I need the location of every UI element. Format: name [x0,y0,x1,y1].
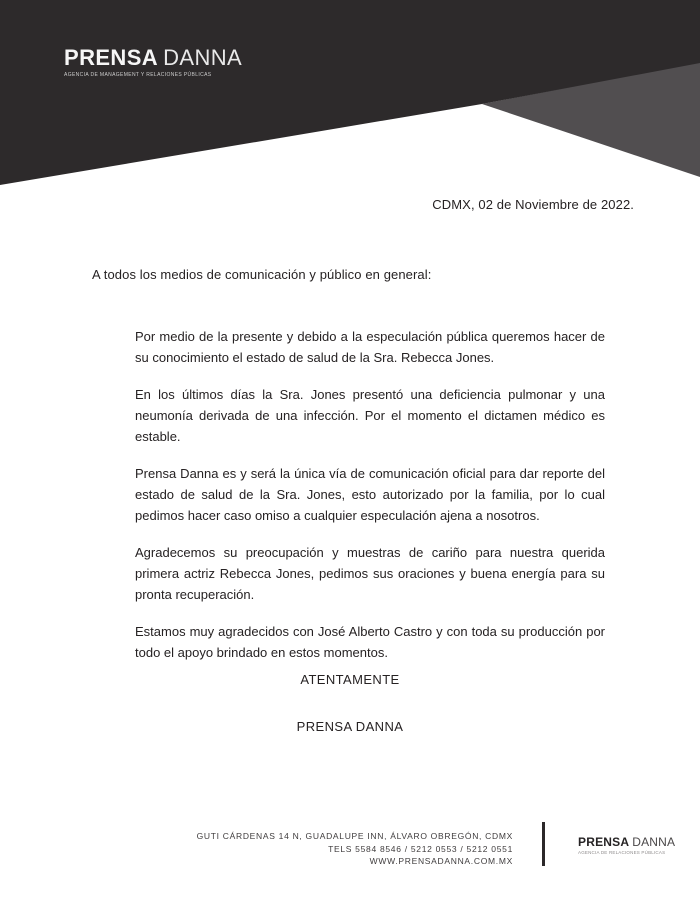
paragraph-4: Agradecemos su preocupación y muestras de cariño para nuestra querida primera actriz Rebecca Jones, pedimos sus oraciones y buena energía para su pronta recuperación. [135,545,605,602]
footer-logo-wordmark [578,835,676,849]
footer-logo-brand-bold: PRENSA [578,835,630,849]
footer-address-line: GUTI CÁRDENAS 14 N, GUADALUPE INN, ÁLVARO OBREGÓN, CDMX [196,831,513,841]
letter-body [135,326,605,679]
header-logo-tagline: AGENCIA DE MANAGEMENT Y RELACIONES PÚBLICAS [64,72,212,78]
closing-atentamente: ATENTAMENTE [300,672,400,687]
footer-logo-brand-light: DANNA [632,835,676,849]
footer-divider [542,822,545,866]
header-banner [0,0,700,190]
paragraph-2: En los últimos días la Sra. Jones presentó una deficiencia pulmonar y una neumonía derivada de una infección. Por el momento el dictamen médico es estable. [135,387,605,444]
header-logo [64,47,242,78]
signature-prensa-danna: PRENSA DANNA [296,719,404,734]
paragraph-5: Estamos muy agradecidos con José Alberto Castro y con toda su producción por todo el apoyo brindado en estos momentos. [135,624,605,660]
salutation: A todos los medios de comunicación y público en general: [92,267,432,282]
footer-phones-line: TELS 5584 8546 / 5212 0553 / 5212 0551 [328,843,513,854]
footer-logo-tagline: AGENCIA DE RELACIONES PÚBLICAS [578,850,666,855]
date-line: CDMX, 02 de Noviembre de 2022. [432,197,634,212]
footer-contact-block [197,830,513,868]
paragraph-3: Prensa Danna es y será la única vía de comunicación oficial para dar reporte del estado de salud de la Sra. Jones, esto autorizado por la familia, por lo cual pedimos hacer caso omiso a cualquier especulación ajena a nosotros. [135,466,605,523]
header-logo-brand-light: DANNA [163,45,243,70]
header-logo-wordmark [64,47,242,69]
footer-logo [578,835,676,855]
paragraph-1: Por medio de la presente y debido a la especulación pública queremos hacer de su conocimiento el estado de salud de la Sra. Rebecca Jones. [135,329,605,365]
footer-website-line: WWW.PRENSADANNA.COM.MX [369,856,513,866]
header-logo-brand-bold: PRENSA [64,45,159,70]
